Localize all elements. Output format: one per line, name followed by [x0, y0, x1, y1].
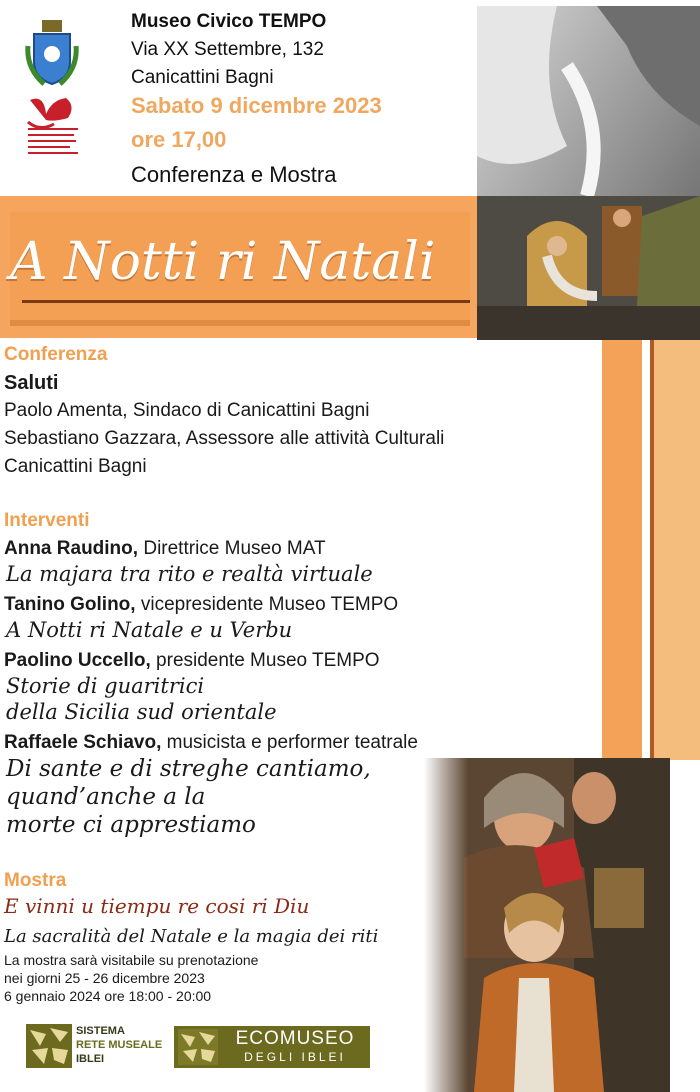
venue-name: Museo Civico TEMPO	[131, 11, 327, 32]
event-title: A Notti ri Natali	[10, 232, 436, 292]
exhibition-info: 6 gennaio 2024 ore 18:00 - 20:00	[4, 988, 212, 1004]
title-underline	[22, 300, 470, 303]
presepe-figures-photo	[424, 758, 670, 1092]
speaker-line	[4, 594, 398, 616]
speaker-role: musicista e performer teatrale	[161, 732, 418, 753]
ecomuseo-logo	[174, 1026, 370, 1068]
venue-address: Via XX Settembre, 132	[131, 39, 324, 60]
decorative-strip-light	[654, 340, 700, 760]
speaker-role: presidente Museo TEMPO	[150, 650, 380, 671]
saluti-line: Sebastiano Gazzara, Assessore alle attività Culturali	[4, 428, 445, 449]
speaker-name: Anna Raudino,	[4, 538, 139, 559]
section-heading-interventi: Interventi	[4, 510, 90, 531]
nativity-photo	[477, 6, 700, 340]
talk-title: A Notti ri Natale e u Verbu	[6, 618, 293, 642]
speaker-name: Paolino Uccello,	[4, 650, 151, 671]
speaker-line	[4, 538, 326, 560]
talk-title: La majara tra rito e realtà virtuale	[6, 562, 373, 586]
ecomuseo-logo-text: ECOMUSEO	[235, 1028, 355, 1049]
speaker-line	[4, 732, 418, 754]
exhibition-subtitle: La sacralità del Natale e la magia dei riti	[4, 926, 379, 947]
saluti-line: Paolo Amenta, Sindaco di Canicattini Bagni	[4, 400, 370, 421]
ecomuseo-logo-text: DEGLI IBLEI	[244, 1050, 346, 1064]
talk-title: della Sicilia sud orientale	[6, 700, 277, 724]
decorative-strip	[602, 340, 642, 760]
speaker-role: vicepresidente Museo TEMPO	[135, 594, 399, 615]
speaker-line	[4, 650, 380, 672]
exhibition-info: nei giorni 25 - 26 dicembre 2023	[4, 970, 205, 986]
exhibition-title: E vinni u tiempu re cosi ri Diu	[4, 894, 310, 918]
speaker-name: Tanino Golino,	[4, 594, 136, 615]
event-date: Sabato 9 dicembre 2023	[131, 93, 382, 118]
saluti-heading: Saluti	[4, 372, 59, 394]
section-heading-mostra: Mostra	[4, 870, 67, 891]
talk-title: morte ci apprestiamo	[6, 812, 256, 838]
talk-title: Storie di guaritrici	[6, 674, 205, 698]
talk-title: Di sante e di streghe cantiamo,	[6, 756, 371, 782]
speaker-role: Direttrice Museo MAT	[138, 538, 326, 559]
rete-logo-text: IBLEI	[76, 1053, 105, 1065]
museum-tempo-logo	[24, 92, 82, 158]
section-heading-conferenza: Conferenza	[4, 344, 108, 365]
event-time: ore 17,00	[131, 127, 227, 152]
venue-city: Canicattini Bagni	[131, 67, 274, 88]
saluti-line: Canicattini Bagni	[4, 456, 147, 477]
municipal-crest-logo	[24, 18, 80, 90]
talk-title: quand’anche a la	[6, 784, 206, 810]
exhibition-info: La mostra sarà visitabile su prenotazione	[4, 952, 259, 968]
rete-logo-text: SISTEMA	[76, 1025, 125, 1037]
speaker-name: Raffaele Schiavo,	[4, 732, 162, 753]
event-type: Conferenza e Mostra	[131, 162, 337, 187]
rete-logo-text: RETE MUSEALE	[76, 1039, 163, 1051]
rete-museale-logo	[26, 1024, 163, 1070]
